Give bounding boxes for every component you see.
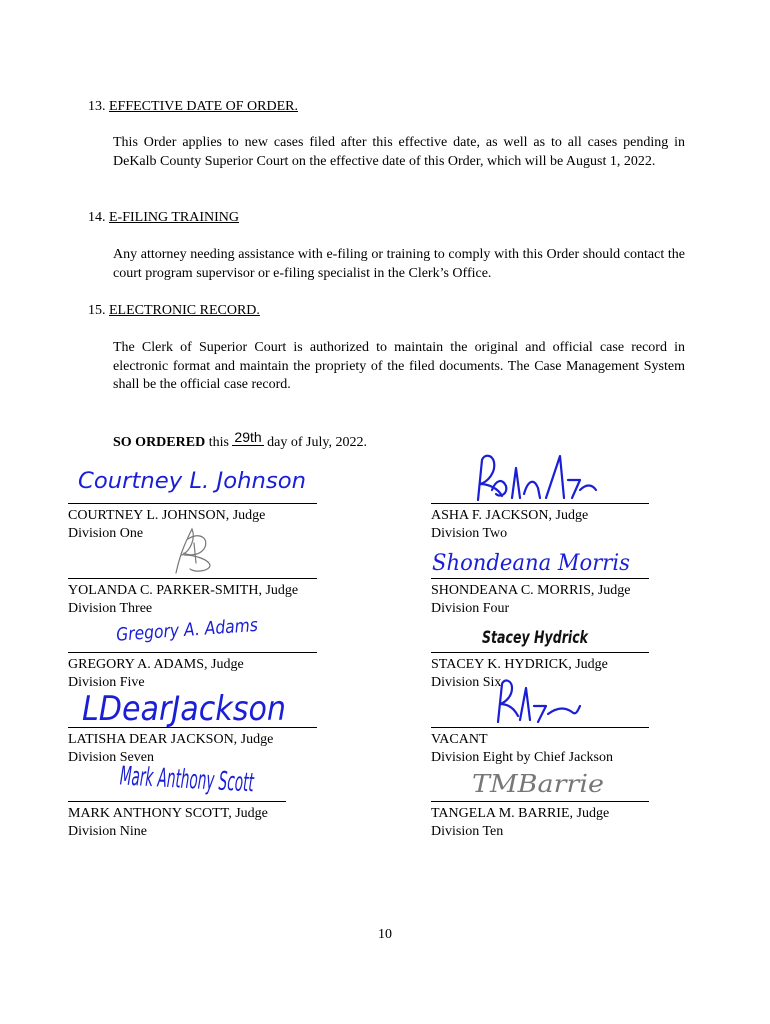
signature-line [68, 578, 317, 579]
section-number: 15. [88, 303, 106, 318]
section-body: Any attorney needing assistance with e-filing or training to comply with this Order should contact the court program supervisor or e-filing specialist in the Clerk’s Office. [113, 247, 685, 281]
signature-line [68, 652, 317, 653]
so-ordered-this: this [208, 435, 229, 450]
signature-line [431, 727, 649, 728]
judge-division: Division Nine [68, 824, 147, 839]
judge-name: STACEY K. HYDRICK, Judge [431, 657, 608, 672]
signature-stacey-hydrick [480, 622, 592, 650]
section-number: 14. [88, 210, 106, 225]
judge-division: Division Four [431, 601, 510, 616]
day-field: 29th [234, 429, 262, 445]
page-number: 10 [378, 927, 392, 942]
judge-division: Division One [68, 526, 144, 541]
signature-shondeana-morris [430, 540, 635, 580]
section-15-heading-line [88, 302, 260, 321]
svg-text:Stacey Hydrick: Stacey Hydrick [482, 628, 590, 648]
section-heading: ELECTRONIC RECORD. [109, 303, 260, 318]
so-ordered-date: day of July, 2022. [267, 435, 367, 450]
judge-division: Division Six [431, 675, 502, 690]
svg-text:LDearJackson: LDearJackson [82, 689, 286, 729]
signature-mark-anthony-scott [118, 752, 377, 805]
svg-text:TMBarrie: TMBarrie [472, 770, 604, 798]
svg-text:Shondeana Morris: Shondeana Morris [432, 551, 630, 576]
svg-text:Courtney L. Johnson: Courtney L. Johnson [78, 469, 306, 494]
signature-line [68, 801, 286, 802]
section-13-heading-line [88, 98, 298, 117]
judge-name: MARK ANTHONY SCOTT, Judge [68, 806, 268, 821]
svg-text:Gregory A. Adams: Gregory A. Adams [115, 613, 281, 646]
judge-name: SHONDEANA C. MORRIS, Judge [431, 583, 631, 598]
signature-courtney-johnson [76, 458, 316, 498]
judge-division: Division Five [68, 675, 145, 690]
judge-division: Division Eight by Chief Jackson [431, 750, 613, 765]
so-ordered-line [113, 429, 367, 453]
signature-asha-jackson [468, 450, 608, 506]
section-body: This Order applies to new cases filed after this effective date, as well as to all cases pending in DeKalb County Superior Court on the effective date of this Order, which will be August 1, 2022. [113, 135, 685, 169]
judge-name: COURTNEY L. JOHNSON, Judge [68, 508, 266, 523]
section-heading: E-FILING TRAINING [109, 210, 239, 225]
judge-division: Division Three [68, 601, 153, 616]
signature-yolanda-parker-smith [170, 525, 216, 577]
judge-name: YOLANDA C. PARKER-SMITH, Judge [68, 583, 299, 598]
section-number: 13. [88, 99, 106, 114]
judge-division: Division Seven [68, 750, 154, 765]
judge-division: Division Two [431, 526, 508, 541]
signature-tangela-barrie [470, 764, 610, 804]
signature-line [431, 652, 649, 653]
judge-name: GREGORY A. ADAMS, Judge [68, 657, 244, 672]
judge-division: Division Ten [431, 824, 504, 839]
svg-text:Mark Anthony Scott: Mark Anthony Scott [119, 761, 377, 805]
section-body: The Clerk of Superior Court is authorized to maintain the original and official case record in electronic format and maintain the propriety of the filed documents. The Case Management System shall be the official case record. [113, 340, 685, 392]
signature-latisha-dear-jackson [80, 680, 290, 732]
judge-name: LATISHA DEAR JACKSON, Judge [68, 732, 274, 747]
section-heading: EFFECTIVE DATE OF ORDER. [109, 99, 299, 114]
signature-chief-jackson [490, 676, 585, 726]
signature-gregory-adams [114, 608, 281, 650]
judge-name: TANGELA M. BARRIE, Judge [431, 806, 610, 821]
section-14-heading-line [88, 209, 239, 228]
so-ordered-label: SO ORDERED [113, 435, 206, 450]
judge-name: VACANT [431, 732, 488, 747]
judge-name: ASHA F. JACKSON, Judge [431, 508, 589, 523]
signature-line [68, 503, 317, 504]
